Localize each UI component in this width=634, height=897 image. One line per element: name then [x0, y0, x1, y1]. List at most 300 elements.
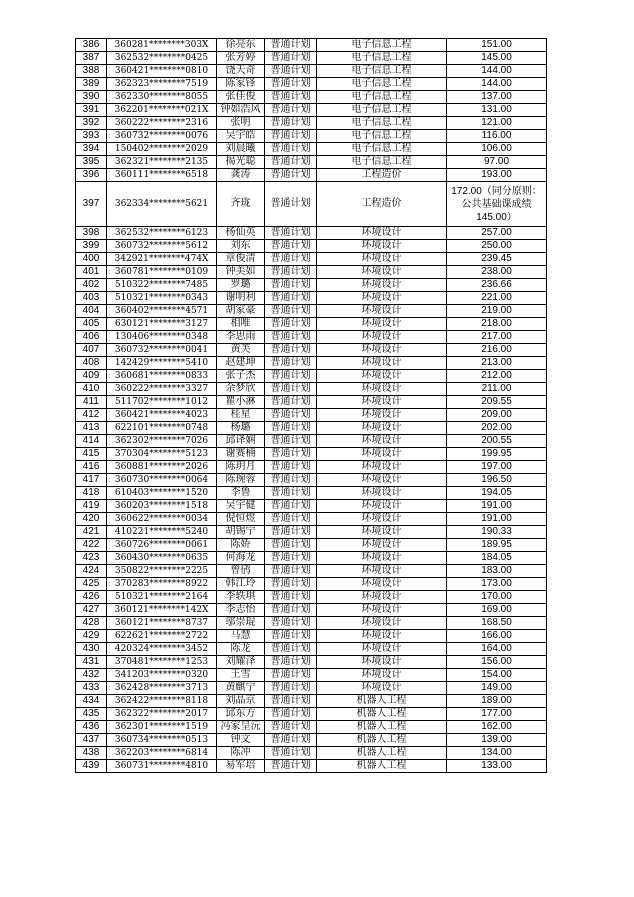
table-row [76, 708, 547, 721]
row-number-cell: 427 [76, 604, 107, 617]
score-cell: 170.00 [447, 591, 547, 604]
name-cell: 胡锡宁 [217, 526, 265, 539]
table-row [76, 422, 547, 435]
id-number-cell: 130406********0348 [107, 331, 217, 344]
row-number-cell: 435 [76, 708, 107, 721]
table-row [76, 500, 547, 513]
id-number-cell: 360622********0034 [107, 513, 217, 526]
major-cell: 环境设计 [317, 331, 447, 344]
major-cell: 机器人工程 [317, 708, 447, 721]
score-cell: 166.00 [447, 630, 547, 643]
score-cell: 190.33 [447, 526, 547, 539]
plan-type-cell: 普通计划 [265, 143, 317, 156]
plan-type-cell: 普通计划 [265, 539, 317, 552]
plan-type-cell: 普通计划 [265, 604, 317, 617]
name-cell: 谢赛楠 [217, 448, 265, 461]
table-row [76, 266, 547, 279]
id-number-cell: 420324********3452 [107, 643, 217, 656]
score-cell: 193.00 [447, 169, 547, 182]
id-number-cell: 360732********0041 [107, 344, 217, 357]
score-cell: 106.00 [447, 143, 547, 156]
major-cell: 环境设计 [317, 604, 447, 617]
row-number-cell: 408 [76, 357, 107, 370]
row-number-cell: 399 [76, 240, 107, 253]
score-cell: 200.55 [447, 435, 547, 448]
score-cell: 169.00 [447, 604, 547, 617]
major-cell: 环境设计 [317, 461, 447, 474]
score-cell: 177.00 [447, 708, 547, 721]
plan-type-cell: 普通计划 [265, 708, 317, 721]
major-cell: 环境设计 [317, 344, 447, 357]
name-cell: 陈玥月 [217, 461, 265, 474]
table-row [76, 292, 547, 305]
major-cell: 环境设计 [317, 552, 447, 565]
row-number-cell: 432 [76, 669, 107, 682]
major-cell: 电子信息工程 [317, 52, 447, 65]
score-cell: 168.50 [447, 617, 547, 630]
row-number-cell: 404 [76, 305, 107, 318]
score-cell: 121.00 [447, 117, 547, 130]
score-cell: 139.00 [447, 734, 547, 747]
score-cell: 97.00 [447, 156, 547, 169]
row-number-cell: 388 [76, 65, 107, 78]
score-cell: 209.00 [447, 409, 547, 422]
id-number-cell: 370481********1253 [107, 656, 217, 669]
major-cell: 环境设计 [317, 513, 447, 526]
score-cell: 137.00 [447, 91, 547, 104]
table-row [76, 747, 547, 760]
major-cell: 机器人工程 [317, 747, 447, 760]
table-row [76, 591, 547, 604]
table-row [76, 240, 547, 253]
name-cell: 易军培 [217, 760, 265, 773]
major-cell: 电子信息工程 [317, 39, 447, 52]
major-cell: 电子信息工程 [317, 65, 447, 78]
row-number-cell: 389 [76, 78, 107, 91]
name-cell: 谢明利 [217, 292, 265, 305]
id-number-cell: 362203********6814 [107, 747, 217, 760]
row-number-cell: 422 [76, 539, 107, 552]
plan-type-cell: 普通计划 [265, 461, 317, 474]
row-number-cell: 406 [76, 331, 107, 344]
id-number-cell: 510321********2164 [107, 591, 217, 604]
name-cell: 倪恒煜 [217, 513, 265, 526]
id-number-cell: 622101********0748 [107, 422, 217, 435]
score-cell: 219.00 [447, 305, 547, 318]
row-number-cell: 434 [76, 695, 107, 708]
table-row [76, 91, 547, 104]
major-cell: 环境设计 [317, 617, 447, 630]
name-cell: 龚涛 [217, 169, 265, 182]
table-row [76, 487, 547, 500]
plan-type-cell: 普通计划 [265, 643, 317, 656]
name-cell: 李轶琪 [217, 591, 265, 604]
name-cell: 杨璐 [217, 422, 265, 435]
major-cell: 机器人工程 [317, 760, 447, 773]
major-cell: 机器人工程 [317, 734, 447, 747]
score-cell: 218.00 [447, 318, 547, 331]
score-cell: 211.00 [447, 383, 547, 396]
row-number-cell: 393 [76, 130, 107, 143]
name-cell: 张明 [217, 117, 265, 130]
table-row [76, 448, 547, 461]
plan-type-cell: 普通计划 [265, 747, 317, 760]
major-cell: 环境设计 [317, 682, 447, 695]
id-number-cell: 360732********5612 [107, 240, 217, 253]
plan-type-cell: 普通计划 [265, 435, 317, 448]
id-number-cell: 360402********4571 [107, 305, 217, 318]
row-number-cell: 405 [76, 318, 107, 331]
row-number-cell: 433 [76, 682, 107, 695]
score-cell: 212.00 [447, 370, 547, 383]
table-row [76, 604, 547, 617]
table-row [76, 617, 547, 630]
score-cell: 257.00 [447, 227, 547, 240]
name-cell: 刘耀泽 [217, 656, 265, 669]
score-cell: 133.00 [447, 760, 547, 773]
major-cell: 环境设计 [317, 630, 447, 643]
row-number-cell: 397 [76, 182, 107, 227]
name-cell: 邱译娴 [217, 435, 265, 448]
table-row [76, 474, 547, 487]
score-cell: 183.00 [447, 565, 547, 578]
plan-type-cell: 普通计划 [265, 448, 317, 461]
major-cell: 环境设计 [317, 669, 447, 682]
score-cell: 250.00 [447, 240, 547, 253]
table-row [76, 669, 547, 682]
score-cell: 145.00 [447, 52, 547, 65]
major-cell: 电子信息工程 [317, 117, 447, 130]
id-number-cell: 150402********2029 [107, 143, 217, 156]
id-number-cell: 630121********3127 [107, 318, 217, 331]
row-number-cell: 400 [76, 253, 107, 266]
id-number-cell: 410221********5240 [107, 526, 217, 539]
major-cell: 电子信息工程 [317, 104, 447, 117]
id-number-cell: 510322********7485 [107, 279, 217, 292]
table-row [76, 227, 547, 240]
score-cell: 154.00 [447, 669, 547, 682]
name-cell: 何海龙 [217, 552, 265, 565]
row-number-cell: 421 [76, 526, 107, 539]
plan-type-cell: 普通计划 [265, 130, 317, 143]
plan-type-cell: 普通计划 [265, 383, 317, 396]
id-number-cell: 362301********1519 [107, 721, 217, 734]
name-cell: 相唯 [217, 318, 265, 331]
name-cell: 曾鸻 [217, 565, 265, 578]
major-cell: 环境设计 [317, 591, 447, 604]
major-cell: 环境设计 [317, 305, 447, 318]
major-cell: 环境设计 [317, 643, 447, 656]
table-row [76, 39, 547, 52]
id-number-cell: 362201********021X [107, 104, 217, 117]
plan-type-cell: 普通计划 [265, 227, 317, 240]
score-cell: 151.00 [447, 39, 547, 52]
plan-type-cell: 普通计划 [265, 565, 317, 578]
plan-type-cell: 普通计划 [265, 182, 317, 227]
score-cell: 221.00 [447, 292, 547, 305]
name-cell: 李鲁 [217, 487, 265, 500]
name-cell: 陈娇 [217, 539, 265, 552]
plan-type-cell: 普通计划 [265, 104, 317, 117]
plan-type-cell: 普通计划 [265, 500, 317, 513]
score-cell: 144.00 [447, 65, 547, 78]
name-cell: 揭光聪 [217, 156, 265, 169]
score-cell: 144.00 [447, 78, 547, 91]
major-cell: 电子信息工程 [317, 156, 447, 169]
name-cell: 张佳俊 [217, 91, 265, 104]
id-number-cell: 362422********8118 [107, 695, 217, 708]
table-row [76, 156, 547, 169]
plan-type-cell: 普通计划 [265, 474, 317, 487]
name-cell: 李思雨 [217, 331, 265, 344]
id-number-cell: 360222********2316 [107, 117, 217, 130]
id-number-cell: 362323********7519 [107, 78, 217, 91]
id-number-cell: 342921********474X [107, 253, 217, 266]
table-row [76, 318, 547, 331]
row-number-cell: 386 [76, 39, 107, 52]
row-number-cell: 430 [76, 643, 107, 656]
name-cell: 饶天奇 [217, 65, 265, 78]
row-number-cell: 423 [76, 552, 107, 565]
id-number-cell: 362532********0425 [107, 52, 217, 65]
plan-type-cell: 普通计划 [265, 253, 317, 266]
name-cell: 黄芙 [217, 344, 265, 357]
name-cell: 王雪 [217, 669, 265, 682]
plan-type-cell: 普通计划 [265, 487, 317, 500]
plan-type-cell: 普通计划 [265, 552, 317, 565]
row-number-cell: 420 [76, 513, 107, 526]
plan-type-cell: 普通计划 [265, 526, 317, 539]
major-cell: 环境设计 [317, 292, 447, 305]
major-cell: 环境设计 [317, 409, 447, 422]
row-number-cell: 394 [76, 143, 107, 156]
plan-type-cell: 普通计划 [265, 617, 317, 630]
plan-type-cell: 普通计划 [265, 39, 317, 52]
id-number-cell: 360222********3327 [107, 383, 217, 396]
id-number-cell: 360203********1518 [107, 500, 217, 513]
score-cell: 162.00 [447, 721, 547, 734]
name-cell: 冯家呈沅 [217, 721, 265, 734]
table-row [76, 130, 547, 143]
row-number-cell: 416 [76, 461, 107, 474]
major-cell: 机器人工程 [317, 721, 447, 734]
row-number-cell: 425 [76, 578, 107, 591]
major-cell: 环境设计 [317, 396, 447, 409]
table-row [76, 344, 547, 357]
table-row [76, 552, 547, 565]
id-number-cell: 360121********8737 [107, 617, 217, 630]
table-row [76, 396, 547, 409]
score-cell: 172.00（同分原则：公共基础课成绩145.00） [447, 182, 547, 227]
id-number-cell: 360111********6518 [107, 169, 217, 182]
major-cell: 环境设计 [317, 435, 447, 448]
id-number-cell: 370304********5123 [107, 448, 217, 461]
row-number-cell: 414 [76, 435, 107, 448]
table-row [76, 253, 547, 266]
row-number-cell: 428 [76, 617, 107, 630]
score-cell: 194.05 [447, 487, 547, 500]
name-cell: 刘东 [217, 240, 265, 253]
plan-type-cell: 普通计划 [265, 630, 317, 643]
row-number-cell: 398 [76, 227, 107, 240]
score-cell: 238.00 [447, 266, 547, 279]
score-cell: 236.66 [447, 279, 547, 292]
name-cell: 徐亮东 [217, 39, 265, 52]
table-row [76, 370, 547, 383]
table-row [76, 78, 547, 91]
plan-type-cell: 普通计划 [265, 591, 317, 604]
table-row [76, 656, 547, 669]
score-cell: 217.00 [447, 331, 547, 344]
plan-type-cell: 普通计划 [265, 65, 317, 78]
id-number-cell: 360881********2026 [107, 461, 217, 474]
major-cell: 环境设计 [317, 656, 447, 669]
id-number-cell: 341203********0320 [107, 669, 217, 682]
name-cell: 陈龙 [217, 643, 265, 656]
plan-type-cell: 普通计划 [265, 578, 317, 591]
table-row [76, 682, 547, 695]
id-number-cell: 142429********5410 [107, 357, 217, 370]
score-cell: 197.00 [447, 461, 547, 474]
row-number-cell: 407 [76, 344, 107, 357]
major-cell: 环境设计 [317, 422, 447, 435]
plan-type-cell: 普通计划 [265, 513, 317, 526]
table-row [76, 117, 547, 130]
table-row [76, 721, 547, 734]
id-number-cell: 360421********0810 [107, 65, 217, 78]
table-row [76, 182, 547, 227]
table-row [76, 305, 547, 318]
row-number-cell: 409 [76, 370, 107, 383]
row-number-cell: 403 [76, 292, 107, 305]
name-cell: 韩江玲 [217, 578, 265, 591]
name-cell: 邬崇琨 [217, 617, 265, 630]
score-cell: 173.00 [447, 578, 547, 591]
plan-type-cell: 普通计划 [265, 266, 317, 279]
score-cell: 189.95 [447, 539, 547, 552]
major-cell: 环境设计 [317, 318, 447, 331]
name-cell: 吴宇皓 [217, 130, 265, 143]
score-cell: 156.00 [447, 656, 547, 669]
score-cell: 199.95 [447, 448, 547, 461]
name-cell: 陈家锋 [217, 78, 265, 91]
major-cell: 电子信息工程 [317, 143, 447, 156]
name-cell: 余梦欣 [217, 383, 265, 396]
table-row [76, 539, 547, 552]
score-cell: 134.00 [447, 747, 547, 760]
plan-type-cell: 普通计划 [265, 409, 317, 422]
major-cell: 机器人工程 [317, 695, 447, 708]
plan-type-cell: 普通计划 [265, 669, 317, 682]
row-number-cell: 396 [76, 169, 107, 182]
id-number-cell: 350822********2225 [107, 565, 217, 578]
plan-type-cell: 普通计划 [265, 695, 317, 708]
table-row [76, 578, 547, 591]
id-number-cell: 360781********0109 [107, 266, 217, 279]
id-number-cell: 622621********2722 [107, 630, 217, 643]
name-cell: 瞿小淋 [217, 396, 265, 409]
name-cell: 张子杰 [217, 370, 265, 383]
table-row [76, 383, 547, 396]
score-cell: 213.00 [447, 357, 547, 370]
name-cell: 钟美如 [217, 266, 265, 279]
major-cell: 环境设计 [317, 253, 447, 266]
major-cell: 工程造价 [317, 182, 447, 227]
table-body [76, 39, 547, 773]
id-number-cell: 360281********303X [107, 39, 217, 52]
row-number-cell: 401 [76, 266, 107, 279]
name-cell: 马慧 [217, 630, 265, 643]
score-cell: 131.00 [447, 104, 547, 117]
row-number-cell: 402 [76, 279, 107, 292]
name-cell: 桂星 [217, 409, 265, 422]
row-number-cell: 395 [76, 156, 107, 169]
major-cell: 环境设计 [317, 357, 447, 370]
row-number-cell: 439 [76, 760, 107, 773]
major-cell: 环境设计 [317, 266, 447, 279]
id-number-cell: 360121********142X [107, 604, 217, 617]
major-cell: 环境设计 [317, 370, 447, 383]
id-number-cell: 360726********0061 [107, 539, 217, 552]
id-number-cell: 370283********8922 [107, 578, 217, 591]
id-number-cell: 510321********0343 [107, 292, 217, 305]
plan-type-cell: 普通计划 [265, 656, 317, 669]
plan-type-cell: 普通计划 [265, 721, 317, 734]
plan-type-cell: 普通计划 [265, 52, 317, 65]
table-row [76, 461, 547, 474]
major-cell: 环境设计 [317, 227, 447, 240]
row-number-cell: 426 [76, 591, 107, 604]
score-cell: 184.05 [447, 552, 547, 565]
name-cell: 赵建坤 [217, 357, 265, 370]
table-row [76, 357, 547, 370]
major-cell: 工程造价 [317, 169, 447, 182]
row-number-cell: 436 [76, 721, 107, 734]
id-number-cell: 362321********2135 [107, 156, 217, 169]
score-cell: 196.50 [447, 474, 547, 487]
score-cell: 239.45 [447, 253, 547, 266]
table-row [76, 643, 547, 656]
id-number-cell: 360732********0076 [107, 130, 217, 143]
table-row [76, 143, 547, 156]
name-cell: 陈冲 [217, 747, 265, 760]
major-cell: 环境设计 [317, 500, 447, 513]
row-number-cell: 390 [76, 91, 107, 104]
table-row [76, 513, 547, 526]
name-cell: 刘晨曦 [217, 143, 265, 156]
table-row [76, 760, 547, 773]
plan-type-cell: 普通计划 [265, 117, 317, 130]
plan-type-cell: 普通计划 [265, 396, 317, 409]
row-number-cell: 438 [76, 747, 107, 760]
major-cell: 环境设计 [317, 565, 447, 578]
score-cell: 202.00 [447, 422, 547, 435]
score-cell: 216.00 [447, 344, 547, 357]
plan-type-cell: 普通计划 [265, 760, 317, 773]
row-number-cell: 418 [76, 487, 107, 500]
id-number-cell: 362428********3713 [107, 682, 217, 695]
major-cell: 环境设计 [317, 578, 447, 591]
name-cell: 罗璐 [217, 279, 265, 292]
table-row [76, 279, 547, 292]
row-number-cell: 417 [76, 474, 107, 487]
name-cell: 李志怡 [217, 604, 265, 617]
row-number-cell: 391 [76, 104, 107, 117]
row-number-cell: 429 [76, 630, 107, 643]
plan-type-cell: 普通计划 [265, 78, 317, 91]
id-number-cell: 362322********2017 [107, 708, 217, 721]
id-number-cell: 362302********7026 [107, 435, 217, 448]
